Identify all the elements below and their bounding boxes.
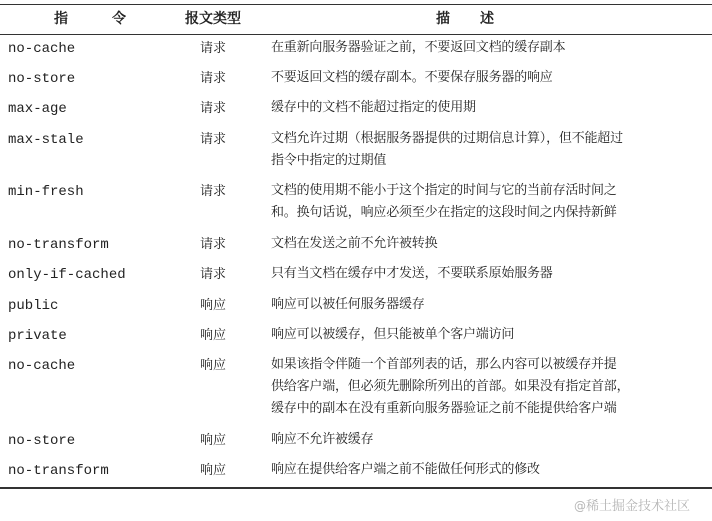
description-line: 供给客户端，但必须先删除所列出的首部。如果没有指定首部， (271, 379, 630, 394)
description-cell (271, 324, 711, 346)
header-rule (0, 34, 712, 35)
description-line: 缓存中的文档不能超过指定的使用期 (271, 100, 476, 115)
directive-cell: no-cache (8, 358, 76, 374)
table-top-rule (0, 4, 712, 5)
description-cell (271, 263, 711, 285)
type-cell: 响应 (200, 328, 227, 343)
description-line: 和。换句话说，响应必须至少在指定的这段时间之内保持新鲜 (271, 205, 617, 220)
directive-cell: only-if-cached (8, 267, 126, 283)
description-line: 文档的使用期不能小于这个指定的时间与它的当前存活时间之 (271, 183, 617, 198)
watermark-text: 稀土掘金技术社区 (586, 499, 691, 514)
directive-cell: min-fresh (8, 184, 84, 200)
description-cell (271, 180, 711, 224)
directive-cell: max-stale (8, 132, 84, 148)
description-line: 文档在发送之前不允许被转换 (271, 236, 438, 251)
type-cell: 响应 (200, 358, 227, 373)
directive-cell: no-store (8, 71, 76, 87)
type-cell: 请求 (200, 101, 227, 116)
directive-cell: max-age (8, 101, 67, 117)
type-cell: 响应 (200, 463, 227, 478)
watermark-at-sign: @ (574, 499, 586, 513)
type-cell: 请求 (200, 71, 227, 86)
table-bottom-rule (0, 487, 712, 489)
description-line: 缓存中的副本在没有重新向服务器验证之前不能提供给客户端 (271, 401, 617, 416)
description-cell (271, 233, 711, 255)
type-cell: 请求 (200, 132, 227, 147)
description-line: 文档允许过期（根据服务器提供的过期信息计算），但不能超过 (271, 131, 623, 146)
description-line: 响应在提供给客户端之前不能做任何形式的修改 (271, 462, 540, 477)
description-line: 指令中指定的过期值 (271, 153, 387, 168)
type-cell: 请求 (200, 267, 227, 282)
type-cell: 响应 (200, 433, 227, 448)
description-line: 如果该指令伴随一个首部列表的话，那么内容可以被缓存并提 (271, 357, 617, 372)
header-description: 描述 (436, 11, 524, 27)
description-cell (271, 97, 711, 119)
directive-cell: no-transform (8, 237, 109, 253)
description-cell (271, 67, 711, 89)
description-cell (271, 429, 711, 451)
directive-cell: no-store (8, 433, 76, 449)
description-line: 不要返回文档的缓存副本。不要保存服务器的响应 (271, 70, 553, 85)
directive-cell: no-transform (8, 463, 109, 479)
description-cell (271, 354, 711, 420)
description-line: 只有当文档在缓存中才发送，不要联系原始服务器 (271, 266, 553, 281)
description-line: 响应可以被缓存，但只能被单个客户端访问 (271, 327, 515, 342)
directive-cell: private (8, 328, 67, 344)
type-cell: 请求 (200, 41, 227, 56)
description-cell (271, 37, 711, 59)
header-message-type: 报文类型 (185, 11, 241, 27)
header-directive: 指令 (54, 11, 170, 27)
description-line: 响应可以被任何服务器缓存 (271, 297, 425, 312)
description-line: 在重新向服务器验证之前，不要返回文档的缓存副本 (271, 40, 566, 55)
type-cell: 响应 (200, 298, 227, 313)
type-cell: 请求 (200, 184, 227, 199)
directive-cell: no-cache (8, 41, 76, 57)
watermark (574, 497, 690, 516)
description-cell (271, 128, 711, 172)
directive-cell: public (8, 298, 59, 314)
description-line: 响应不允许被缓存 (271, 432, 374, 447)
description-cell (271, 294, 711, 316)
type-cell: 请求 (200, 237, 227, 252)
description-cell (271, 459, 711, 481)
